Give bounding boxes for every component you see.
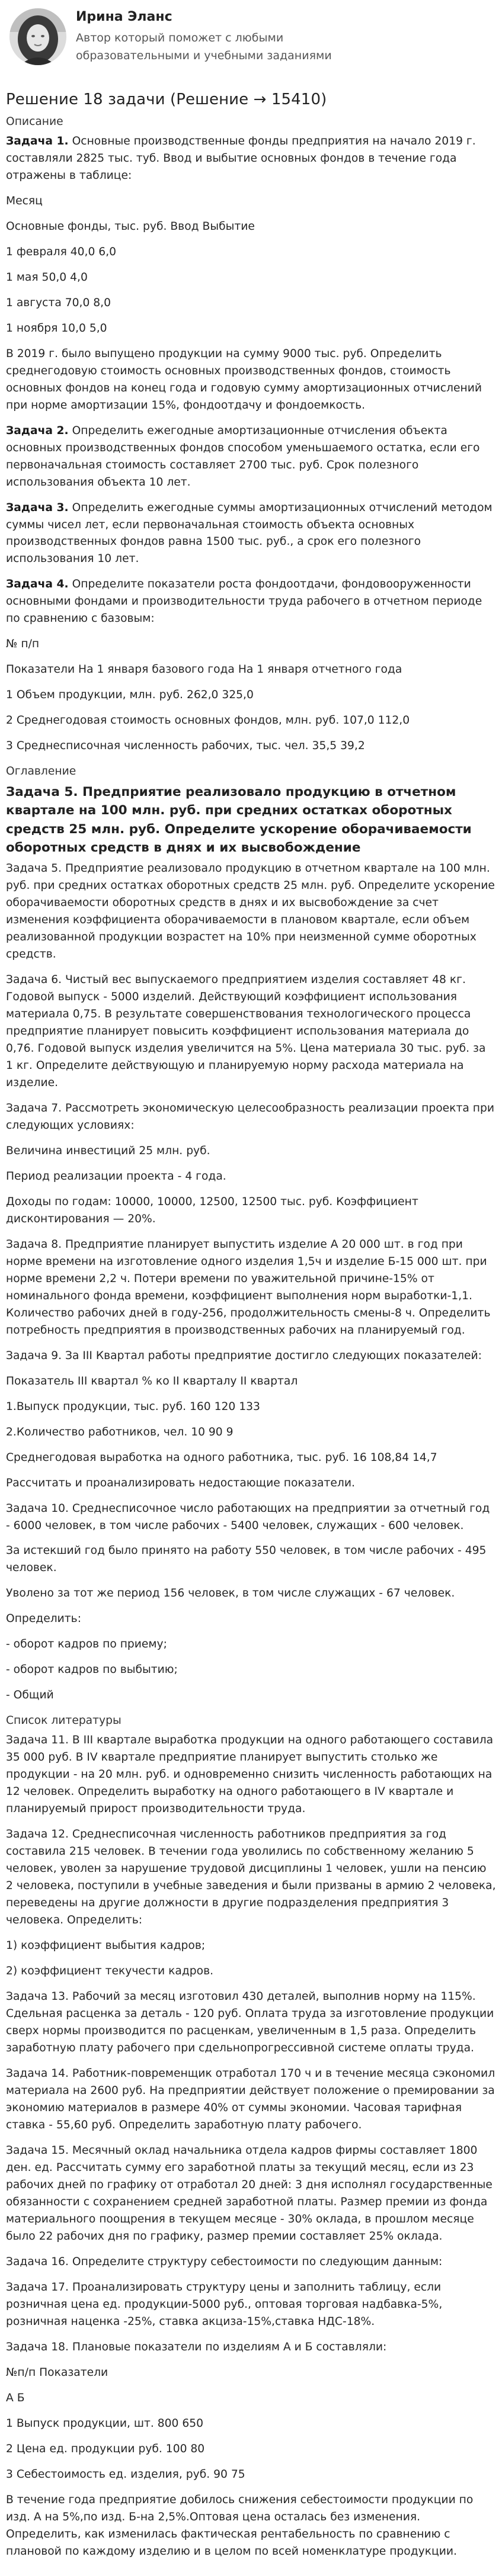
paragraph: Задача 10. Среднесписочное число работающих на предприятии за отчетный год - 6000 человек, в том числе рабочих - 5400 человек, служащих - 600 человек. [6,1502,490,1532]
paragraph: Доходы по годам: 10000, 10000, 12500, 12500 тыс. руб. Коэффициент дисконтирования — 20%. [6,1195,418,1225]
section-heading: Задача 5. Предприятие реализовало продукцию в отчетном квартале на 100 млн. руб. при средних остатках оборотных средств 25 млн. руб. Определите ускорение оборачиваемости оборотных средств в днях и их высвобождение [6,785,472,855]
section-label: Список литературы [6,1714,121,1727]
paragraph-text: Основные производственные фонды предприятия на начало 2019 г. составляли 2825 тыс. туб. Ввод и выбытие основных фондов в течение года отражены в таблице: [6,134,476,182]
paragraph: 2 Среднегодовая стоимость основных фондов, млн. руб. 107,0 112,0 [6,714,410,727]
paragraph: Показатель III квартал % ко II кварталу II квартал [6,1374,298,1387]
task-lead: Задача 4. [6,578,69,591]
paragraph: 1 августа 70,0 8,0 [6,296,111,309]
paragraph: 3 Себестоимость ед. изделия, руб. 90 75 [6,2468,245,2481]
paragraph: Задача 8. Предприятие планирует выпустить изделие А 20 000 шт. в год при норме времени на изготовление одного изделия 1,5ч и изделие Б-15 000 шт. при норме времени 2,2 ч. Потери времени по уважительной причине-15% от номинального фонда времени, коэффициент выполнения норм выработки-1,1. Количество рабочих дней в году-256, продолжительность смены-8 ч. Определить потребность предприятия в производственных рабочих на планируемый год. [6,1238,491,1337]
paragraph: Задача 12. Среднесписочная численность работников предприятия за год составила 215 человек. В течении года уволились по собственному желанию 5 человек, уволен за нарушение трудовой дисциплины 1 человек, ушли на пенсию 2 человека, поступили в учебные заведения и были призваны в армию 2 человека, переведены на другие должности в другие подразделения предприятия 3 человека. Определить: [6,1828,496,1927]
paragraph: Задача 11. В III квартале выработка продукции на одного работающего составила 35 000 руб. В IV квартале предприятие планирует выпустить столько же продукции - на 20 млн. руб. и одновременно снизить численность работающих на 12 человек. Определить выработку на одного работающего в IV квартале и планируемый прирост производительности труда. [6,1734,494,1816]
paragraph: А Б [6,2391,25,2404]
paragraph: Определить: [6,1613,81,1626]
paragraph: Задача 14. Работник-повременщик отработал 170 ч и в течение месяца сэкономил материала на 2600 руб. На предприятии действует положение о премировании за экономию материалов в размере 40% от суммы экономии. Часовая тарифная ставка - 55,60 руб. Определить заработную плату рабочего. [6,2067,495,2132]
paragraph-text: Определить ежегодные суммы амортизационных отчислений методом суммы чисел лет, если первоначальная стоимость объекта основных производственных фондов равна 1500 тыс. руб., а срок его полезного использования 10 лет. [6,501,493,566]
avatar[interactable] [9,8,66,65]
author-tagline: Автор который поможет с любыми образовательными и учебными заданиями [76,31,332,62]
paragraph-text: Определите показатели роста фондоотдачи, фондовооруженности основными фондами и производительности труда рабочего в отчетном периоде по сравнению с базовым: [6,578,482,625]
paragraph: Месяц [6,194,43,207]
paragraph: Задача 9. За III Квартал работы предприятие достигло следующих показателей: [6,1349,482,1362]
paragraph-text: Определить ежегодные амортизационные отчисления объекта основных производственных фондов способом уменьшаемого остатка, если его первоначальная стоимость составляет 2700 тыс. руб. Срок полезного использования объекта 10 лет. [6,424,480,489]
avatar-image [9,8,66,65]
paragraph: Задача 5. Предприятие реализовало продукцию в отчетном квартале на 100 млн. руб. при средних остатках оборотных средств 25 млн. руб. Определите ускорение оборачиваемости оборотных средств в днях и их высвобождение за счет изменения коэффициента оборачиваемости в плановом квартале, если объем реализованной продукции возрастет на 10% при неизменной сумме оборотных средств. [6,862,495,961]
paragraph [6,576,496,628]
paragraph: 2.Количество работников, чел. 10 90 9 [6,1425,234,1438]
task-lead: Задача 2. [6,424,69,437]
paragraph: Уволено за тот же период 156 человек, в том числе служащих - 67 человек. [6,1587,455,1600]
paragraph: 2) коэффициент текучести кадров. [6,1965,214,1978]
author-header [6,7,496,77]
author-info [76,7,384,65]
paragraph: Среднегодовая выработка на одного работника, тыс. руб. 16 108,84 14,7 [6,1451,437,1464]
task-lead: Задача 1. [6,134,69,147]
paragraph: Задача 6. Чистый вес выпускаемого предприятием изделия составляет 48 кг. Годовой выпуск - 5000 изделий. Действующий коэффициент использования материала 0,75. В результате совершенствования технологического процесса предприятие планирует повысить коэффициент использования материала до 0,76. Годовой выпуск изделия увеличится на 5%. Цена материала 30 тыс. руб. за 1 кг. Определите действующую и планируемую норму расхода материала на изделие. [6,973,486,1089]
task-lead: Задача 3. [6,501,69,514]
paragraph: 1 ноября 10,0 5,0 [6,322,107,335]
paragraph: 2 Цена ед. продукции руб. 100 80 [6,2442,205,2455]
paragraph: 1.Выпуск продукции, тыс. руб. 160 120 133 [6,1400,260,1413]
paragraph [6,500,496,568]
paragraph: 1 Объем продукции, млн. руб. 262,0 325,0 [6,689,254,702]
paragraph: Рассчитать и проанализировать недостающие показатели. [6,1476,355,1489]
paragraph: В течение года предприятие добилось снижения себестоимости продукции по изд. А на 5%,по изд. Б-на 2,5%.Оптовая цена осталась без изменения. Определить, как изменилась фактическая рентабельность по сравнению с плановой по каждому изделию и в целом по всей номенклатуре продукции. [6,2493,474,2558]
paragraph: - Общий [6,1689,54,1702]
paragraph: Задача 7. Рассмотреть экономическую целесообразность реализации проекта при следующих условиях: [6,1101,494,1132]
paragraph: Показатели На 1 января базового года На 1 января отчетного года [6,663,402,676]
paragraph: - оборот кадров по приему; [6,1638,167,1651]
paragraph: Задача 17. Проанализировать структуру цены и заполнить таблицу, если розничная цена ед. продукции-5000 руб., оптовая торговая надбавка-5%, розничная наценка -25%, ставка акциза-15%,ставка НДС-18%. [6,2281,443,2328]
paragraph: За истекший год было принято на работу 550 человек, в том числе рабочих - 495 человек. [6,1544,487,1575]
paragraph: Задача 16. Определите структуру себестоимости по следующим данным: [6,2255,443,2268]
paragraph: Величина инвестиций 25 млн. руб. [6,1144,210,1157]
paragraph: 1) коэффициент выбытия кадров; [6,1939,206,1952]
page-title: Решение 18 задачи (Решение → 15410) [6,91,327,108]
paragraph: № п/п [6,638,40,651]
paragraph: 1 мая 50,0 4,0 [6,271,88,284]
paragraph [6,423,496,492]
section-label: Описание [6,115,63,128]
paragraph: Период реализации проекта - 4 года. [6,1170,226,1183]
paragraph: Основные фонды, тыс. руб. Ввод Выбытие [6,220,255,233]
paragraph: 1 февраля 40,0 6,0 [6,245,117,258]
paragraph: - оборот кадров по выбытию; [6,1663,178,1676]
paragraph: 1 Выпуск продукции, шт. 800 650 [6,2417,203,2430]
paragraph: №п/п Показатели [6,2366,108,2379]
paragraph: В 2019 г. было выпущено продукции на сумму 9000 тыс. руб. Определить среднегодовую стоимость основных производственных фондов, стоимость основных фондов на конец года и годовую сумму амортизационных отчислений при норме амортизации 15%, фондоотдачу и фондоемкость. [6,347,482,412]
paragraph: Задача 18. Плановые показатели по изделиям А и Б составляли: [6,2340,387,2353]
paragraph: Задача 15. Месячный оклад начальника отдела кадров фирмы составляет 1800 ден. ед. Рассчитать сумму его заработной платы за текущий месяц, если из 23 рабочих дней по графику от отработал 20 дней: 3 дня исполнял государственные обязанности с сохранением средней заработной платы. Размер премии из фонда материального поощрения в текущем месяце - 30% оклада, в прошлом месяце было 22 рабочих дня по графику, размер премии составляет 25% оклада. [6,2144,493,2243]
paragraph [6,133,496,185]
paragraph: Задача 13. Рабочий за месяц изготовил 430 деталей, выполнив норму на 115%. Сдельная расценка за деталь - 120 руб. Оплата труда за изготовление продукции сверх нормы производится по расценкам, увеличенным в 1,5 раза. Определить заработную плату рабочего при сдельнопрогрессивной системе оплаты труда. [6,1990,494,2055]
author-name[interactable]: Ирина Эланс [76,9,172,24]
paragraph: 3 Среднесписочная численность рабочих, тыс. чел. 35,5 39,2 [6,740,365,753]
section-label: Оглавление [6,765,76,778]
document-body [6,114,496,2561]
